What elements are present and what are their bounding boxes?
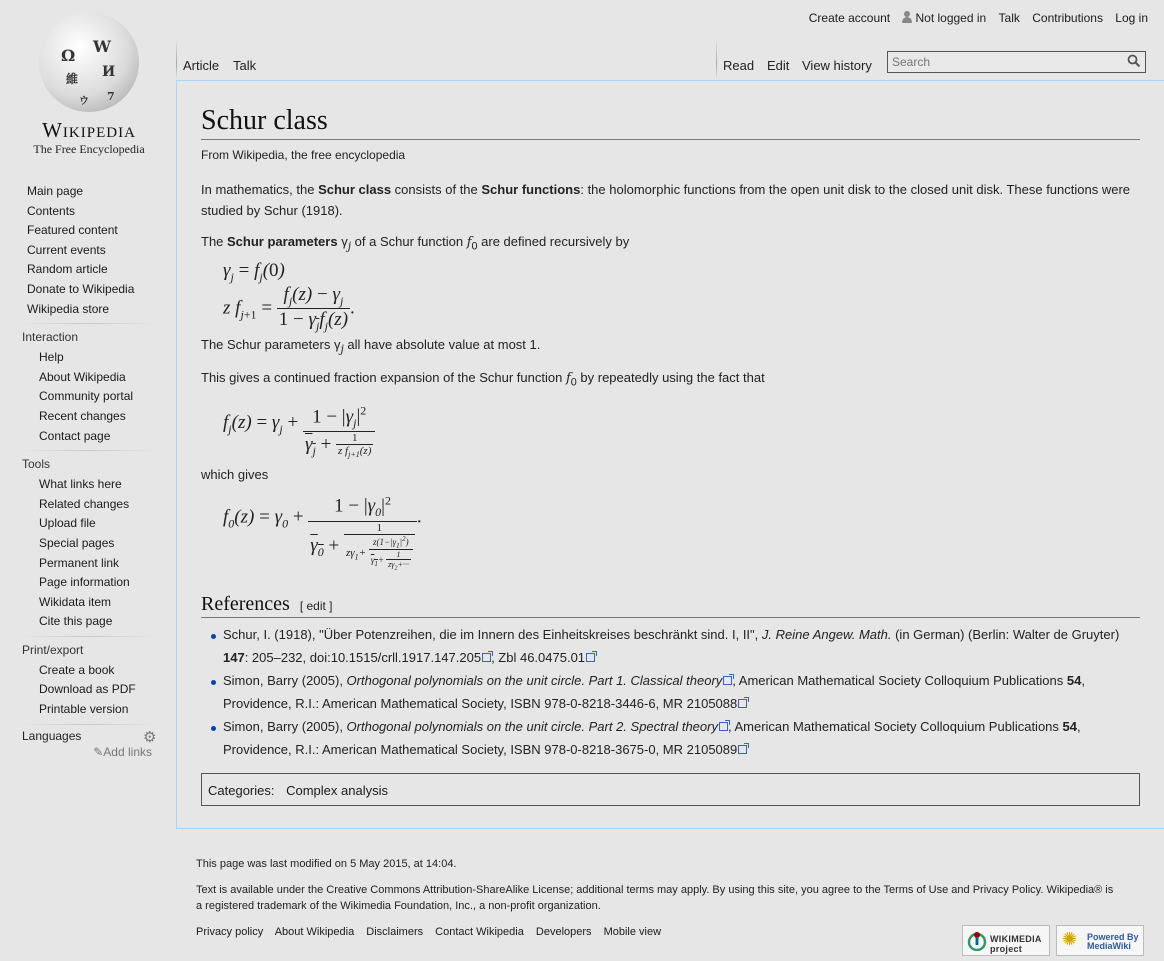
sunflower-icon: ✺ [1062, 929, 1078, 949]
paragraph: This gives a continued fraction expansion of the Schur function $f_0$ by repeatedly using the fact that [201, 369, 765, 389]
sidebar-item-special-pages[interactable]: Special pages [39, 535, 115, 550]
equation-continued-fraction: $f_j(z) = \gamma_j$ + $1 - |\gamma_j|^2$ $\gamma_j$ + $\frac{1}{z f_{j+1}(z)}$ [223, 398, 1140, 464]
portal-divider [20, 450, 158, 451]
footer-link-disclaimers[interactable]: Disclaimers [366, 926, 424, 938]
tab-article[interactable]: Article [183, 58, 220, 73]
paragraph: The Schur parameters $\gamma_j$ of a Schur function $f_0$ are defined recursively by [201, 233, 630, 253]
sidebar-item-donate[interactable]: Donate to Wikipedia [27, 281, 135, 296]
interaction-portal [0, 330, 170, 451]
navigation-portal [0, 182, 170, 324]
sidebar-item-upload[interactable]: Upload file [39, 516, 96, 531]
external-link-icon[interactable] [738, 699, 747, 708]
sidebar-item-recent-changes[interactable]: Recent changes [39, 408, 126, 423]
footer-link-developers[interactable]: Developers [535, 926, 592, 938]
sidebar [0, 182, 170, 759]
tab-separator [176, 40, 177, 80]
list-item: Schur, I. (1918), "Über Potenzreihen, die im Innern des Einheitskreises beschränkt sind. I, II", J. Reine Angew. Math. (in German) (Berlin: Walter de Gruyter) 147: 205–232, doi:10.1515/crll.1917.147.205 , Zbl 46.0475.01 [223, 624, 1140, 669]
add-links[interactable]: ✎Add links [93, 744, 152, 759]
portal-heading: Print/export [22, 642, 84, 657]
references-heading: References [ edit ] [201, 593, 1140, 618]
sidebar-item-page-info[interactable]: Page information [39, 575, 130, 590]
mediawiki-powered-badge[interactable]: ✺ Powered By MediaWiki [1056, 925, 1144, 956]
sidebar-item-what-links-here[interactable]: What links here [39, 477, 122, 492]
wikimedia-project-badge[interactable]: WIKIMEDIA project [962, 925, 1050, 956]
wikipedia-logo[interactable] [24, 12, 154, 157]
category-links [201, 773, 1140, 806]
references-list [201, 624, 1140, 761]
puzzle-globe-icon: Ω W И 維 7 ウ [39, 12, 139, 112]
create-account-link[interactable]: Create account [808, 11, 891, 25]
page-title: Schur class [201, 104, 1140, 140]
content-area [176, 80, 1164, 829]
equation-recursion: $\gamma_j = f_j(0)$ z $f_{j+1}$ = $\frac{f_j(z) - \gamma_j}{1 - \gamma_jf_j(z)}$ . [223, 259, 355, 334]
sidebar-item-printable[interactable]: Printable version [39, 702, 129, 717]
sidebar-item-contact[interactable]: Contact page [39, 428, 111, 443]
edit-section-link[interactable]: [ edit ] [299, 599, 333, 614]
external-link-icon[interactable] [723, 676, 732, 685]
sidebar-item-current-events[interactable]: Current events [27, 242, 106, 257]
portal-heading: Languages [22, 728, 82, 743]
user-icon [902, 11, 912, 24]
sidebar-item-create-book[interactable]: Create a book [39, 662, 115, 677]
sidebar-item-download-pdf[interactable]: Download as PDF [39, 682, 136, 697]
tools-portal [0, 457, 170, 637]
tab-view-history[interactable]: View history [802, 58, 872, 73]
categories-label[interactable]: Categories: [208, 783, 275, 799]
license-text: Text is available under the Creative Commons Attribution-ShareAlike License; additional terms may apply. By using this site, you agree to the Terms of Use and Privacy Policy. Wikipedia® is a registered trademark of the Wikimedia Foundation, Inc., a non-profit organization. [196, 884, 1114, 912]
tab-talk[interactable]: Talk [233, 58, 257, 73]
footer-link-privacy[interactable]: Privacy policy [196, 926, 264, 938]
contributions-link[interactable]: Contributions [1032, 11, 1103, 25]
sidebar-item-permanent-link[interactable]: Permanent link [39, 555, 120, 570]
external-link-icon[interactable] [482, 653, 491, 662]
sidebar-item-community[interactable]: Community portal [39, 389, 134, 404]
sidebar-item-related-changes[interactable]: Related changes [39, 496, 130, 511]
gear-icon[interactable]: ⚙ [143, 728, 157, 746]
wordmark: Wikipedia [42, 118, 136, 142]
tab-read[interactable]: Read [723, 58, 755, 73]
sidebar-item-main-page[interactable]: Main page [27, 184, 84, 198]
category-link[interactable]: Complex analysis [286, 783, 388, 799]
external-link-icon[interactable] [586, 653, 595, 662]
sidebar-item-help[interactable]: Help [39, 350, 64, 365]
footer-link-mobile[interactable]: Mobile view [603, 926, 662, 938]
user-talk-link[interactable]: Talk [998, 11, 1020, 25]
site-subtitle: From Wikipedia, the free encyclopedia [201, 147, 406, 162]
external-link-icon[interactable] [719, 722, 728, 731]
wikimedia-logo-icon [967, 931, 987, 951]
tagline: The Free Encyclopedia [33, 142, 145, 156]
tab-separator [716, 40, 717, 80]
sidebar-item-contents[interactable]: Contents [27, 203, 76, 218]
footer-link-contact[interactable]: Contact Wikipedia [435, 926, 524, 938]
last-modified: This page was last modified on 5 May 2015, at 14:04. [196, 858, 457, 870]
not-logged-in: Not logged in [902, 11, 986, 25]
sidebar-item-cite[interactable]: Cite this page [39, 614, 113, 629]
portal-divider [20, 636, 158, 637]
search-box [887, 51, 1146, 73]
print-portal [0, 643, 170, 725]
portal-heading: Tools [22, 457, 51, 472]
log-in-link[interactable]: Log in [1115, 11, 1148, 25]
sidebar-item-random[interactable]: Random article [27, 262, 108, 277]
external-link-icon[interactable] [738, 745, 747, 754]
portal-divider [20, 724, 158, 725]
paragraph: which gives [201, 466, 269, 482]
portal-divider [20, 323, 158, 324]
list-item: Simon, Barry (2005), Orthogonal polynomials on the unit circle. Part 1. Classical theory , American Mathematical Society Colloquium Publications 54, Providence, R.I.: American Mathematical Society, ISBN 978-0-8218-3446-6, MR 2105088 [223, 670, 1140, 715]
list-item: Simon, Barry (2005), Orthogonal polynomials on the unit circle. Part 2. Spectral theory , American Mathematical Society Colloquium Publications 54, Providence, R.I.: American Mathematical Society, ISBN 978-0-8218-3675-0, MR 2105089 [223, 716, 1140, 761]
portal-heading: Interaction [22, 330, 79, 345]
languages-portal [0, 728, 170, 746]
paragraph: The Schur parameters $\gamma_j$ all have absolute value at most 1. [201, 336, 541, 356]
sidebar-item-featured[interactable]: Featured content [27, 223, 118, 238]
sidebar-item-wikidata[interactable]: Wikidata item [39, 594, 112, 609]
sidebar-item-store[interactable]: Wikipedia store [27, 301, 110, 316]
search-input[interactable] [888, 52, 1116, 72]
paragraph: In mathematics, the Schur class consists of the Schur functions: the holomorphic functions from the open unit disk to the closed unit disk. These functions were studied by Schur (1918). [201, 181, 1131, 219]
tab-edit[interactable]: Edit [767, 58, 790, 73]
pencil-icon: ✎ [93, 744, 104, 759]
equation-f0-expansion: $f_0(z) = \gamma_0$ + $1 - |\gamma_0|^2$ $\gamma_0$ + 1 $z\gamma_1+$ $z(1-|\gamma_1|^2)$ $\gamma_1+$ $\frac{1}{z\gamma_2+\cdot\cdot\cdot}$ . [223, 493, 422, 572]
personal-tools [809, 11, 1148, 25]
footer-link-about[interactable]: About Wikipedia [274, 926, 355, 938]
sidebar-item-about[interactable]: About Wikipedia [39, 369, 126, 384]
search-icon[interactable] [1127, 54, 1141, 73]
